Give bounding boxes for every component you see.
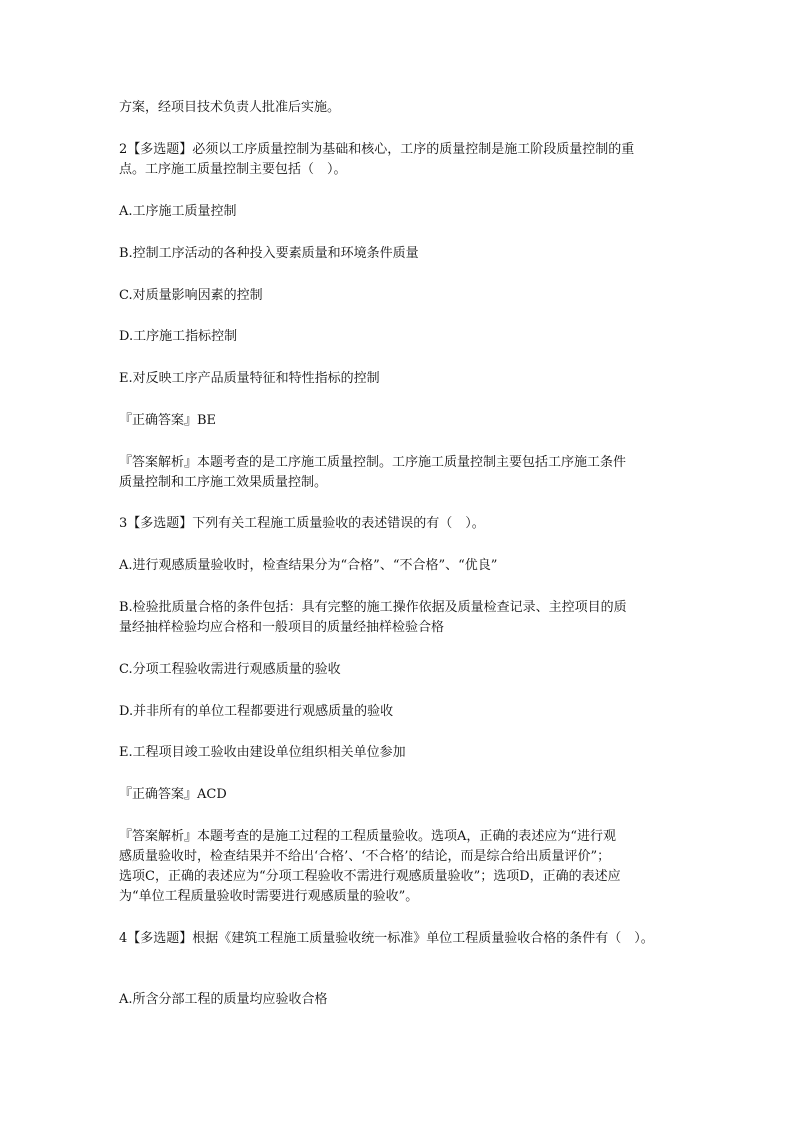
analysis-cont: 选项C，正确的表述应为“分项工程验收不需进行观感质量验收”；选项D，正确的表述应 [119,869,621,884]
option-b: B.检验批质量合格的条件包括：具有完整的施工操作依据及质量检查记录、主控项目的质 [119,600,627,615]
option-c: C.分项工程验收需进行观感质量的验收 [119,662,341,677]
option-c: C.对质量影响因素的控制 [119,288,263,303]
question-2-stem: 2【多选题】必须以工序质量控制为基础和核心，工序的质量控制是施工阶段质量控制的重 [119,142,635,157]
text-line: 方案，经项目技术负责人批准后实施。 [119,100,341,115]
answer: 『正确答案』BE [119,413,217,428]
option-d: D.工序施工指标控制 [119,329,238,344]
option-d: D.并非所有的单位工程都要进行观感质量的验收 [119,704,394,719]
option-b: B.控制工序活动的各种投入要素质量和环境条件质量 [119,246,419,261]
analysis-cont: 为“单位工程质量验收时需要进行观感质量的验收”。 [119,889,419,904]
analysis: 『答案解析』本题考查的是工序施工质量控制。工序施工质量控制主要包括工序施工条件 [119,455,627,470]
question-4-stem: 4【多选题】根据《建筑工程施工质量验收统一标准》单位工程质量验收合格的条件有（ ）。 [119,931,654,946]
option-e: E.对反映工序产品质量特征和特性指标的控制 [119,371,380,386]
option-b-cont: 量经抽样检验均应合格和一般项目的质量经抽样检验合格 [119,620,445,635]
question-3-stem: 3【多选题】下列有关工程施工质量验收的表述错误的有（ ）。 [119,516,485,531]
analysis-cont: 感质量验收时，检查结果并不给出‘合格’、‘不合格’的结论，而是综合给出质量评价”； [119,849,611,864]
analysis-cont: 质量控制和工序施工效果质量控制。 [119,475,328,490]
option-a: A.进行观感质量验收时，检查结果分为“合格”、“不合格”、“优良” [119,558,498,573]
answer: 『正确答案』ACD [119,787,227,802]
option-a: A.工序施工质量控制 [119,204,237,219]
question-2-stem-cont: 点。工序施工质量控制主要包括（ ）。 [119,162,347,177]
analysis: 『答案解析』本题考查的是施工过程的工程质量验收。选项A，正确的表述应为“进行观 [119,829,617,844]
option-e: E.工程项目竣工验收由建设单位组织相关单位参加 [119,745,406,760]
option-a: A.所含分部工程的质量均应验收合格 [119,992,328,1007]
